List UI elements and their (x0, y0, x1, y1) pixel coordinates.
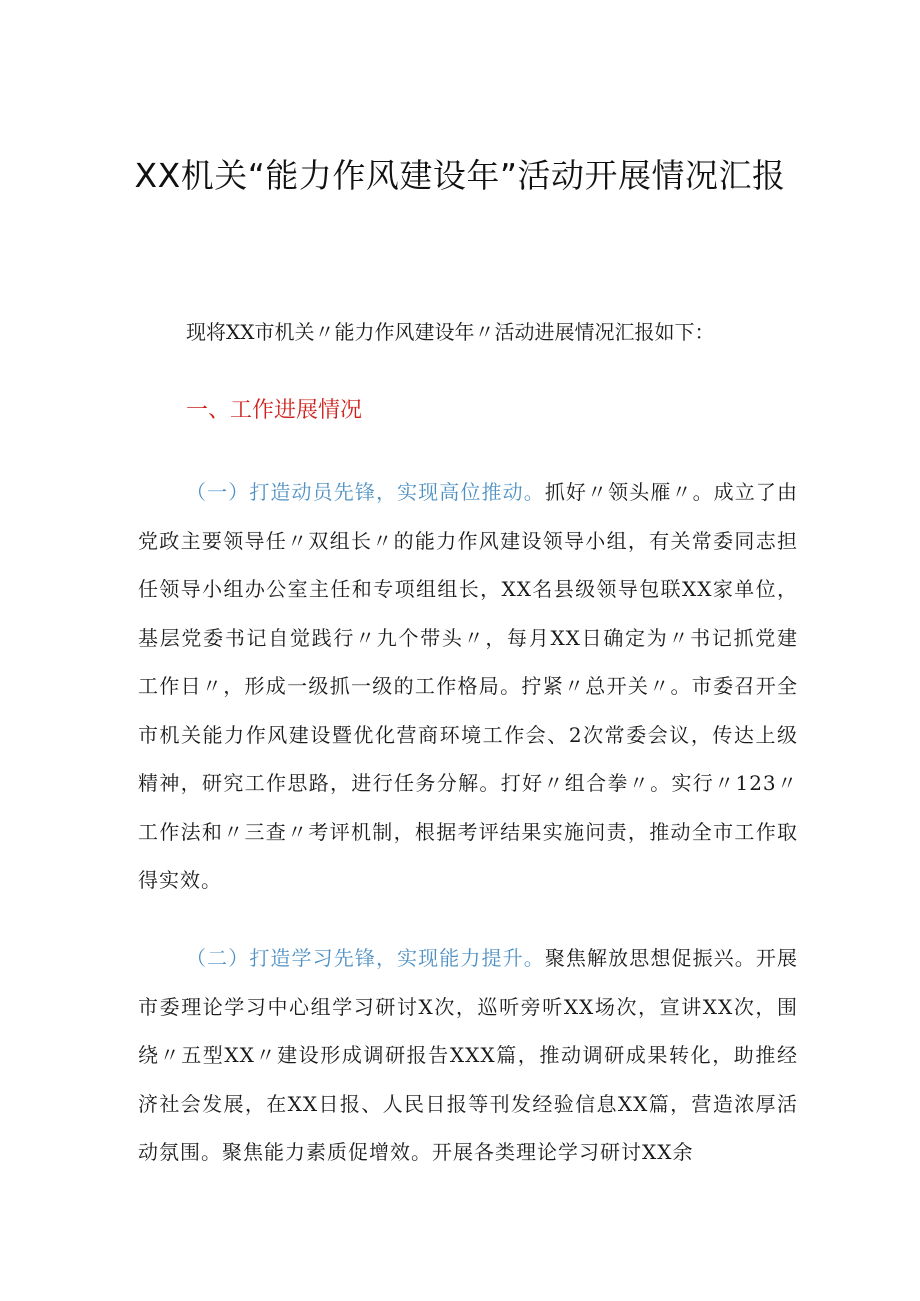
paragraph-2-body: 聚焦解放思想促振兴。开展市委理论学习中心组学习研讨X次，巡听旁听XX场次，宣讲XX次，围绕〃五型XX〃建设形成调研报告XXX篇，推动调研成果转化，助推经济社会发展，在XX日报、人民日报等刊发经验信息XX篇，营造浓厚活动氛围。聚焦能力素质促增效。开展各类理论学习研讨XX余 (138, 946, 799, 1164)
document-title: XX机关“能力作风建设年”活动开展情况汇报 (134, 156, 786, 195)
intro-paragraph: 现将XX市机关〃能力作风建设年〃活动进展情况汇报如下： (186, 320, 715, 344)
subheading-2: （二）打造学习先锋，实现能力提升。 (186, 946, 545, 970)
subheading-1: （一）打造动员先锋，实现高位推动。 (186, 480, 545, 504)
paragraph-1-body: 抓好〃领头雁〃。成立了由党政主要领导任〃双组长〃的能力作风建设领导小组，有关常委同志担任领导小组办公室主任和专项组组长，XX名县级领导包联XX家单位，基层党委书记自觉践行〃九个带头〃，每月XX日确定为〃书记抓党建工作日〃，形成一级抓一级的工作格局。拧紧〃总开关〃。市委召开全市机关能力作风建设暨优化营商环境工作会、2次常委会议，传达上级精神，研究工作思路，进行任务分解。打好〃组合拳〃。实行〃123〃工作法和〃三查〃考评机制，根据考评结果实施问责，推动全市工作取得实效。 (138, 480, 799, 892)
paragraph-2 (138, 934, 798, 1177)
section-heading: 一、工作进展情况 (186, 398, 363, 423)
paragraph-1 (138, 468, 798, 905)
